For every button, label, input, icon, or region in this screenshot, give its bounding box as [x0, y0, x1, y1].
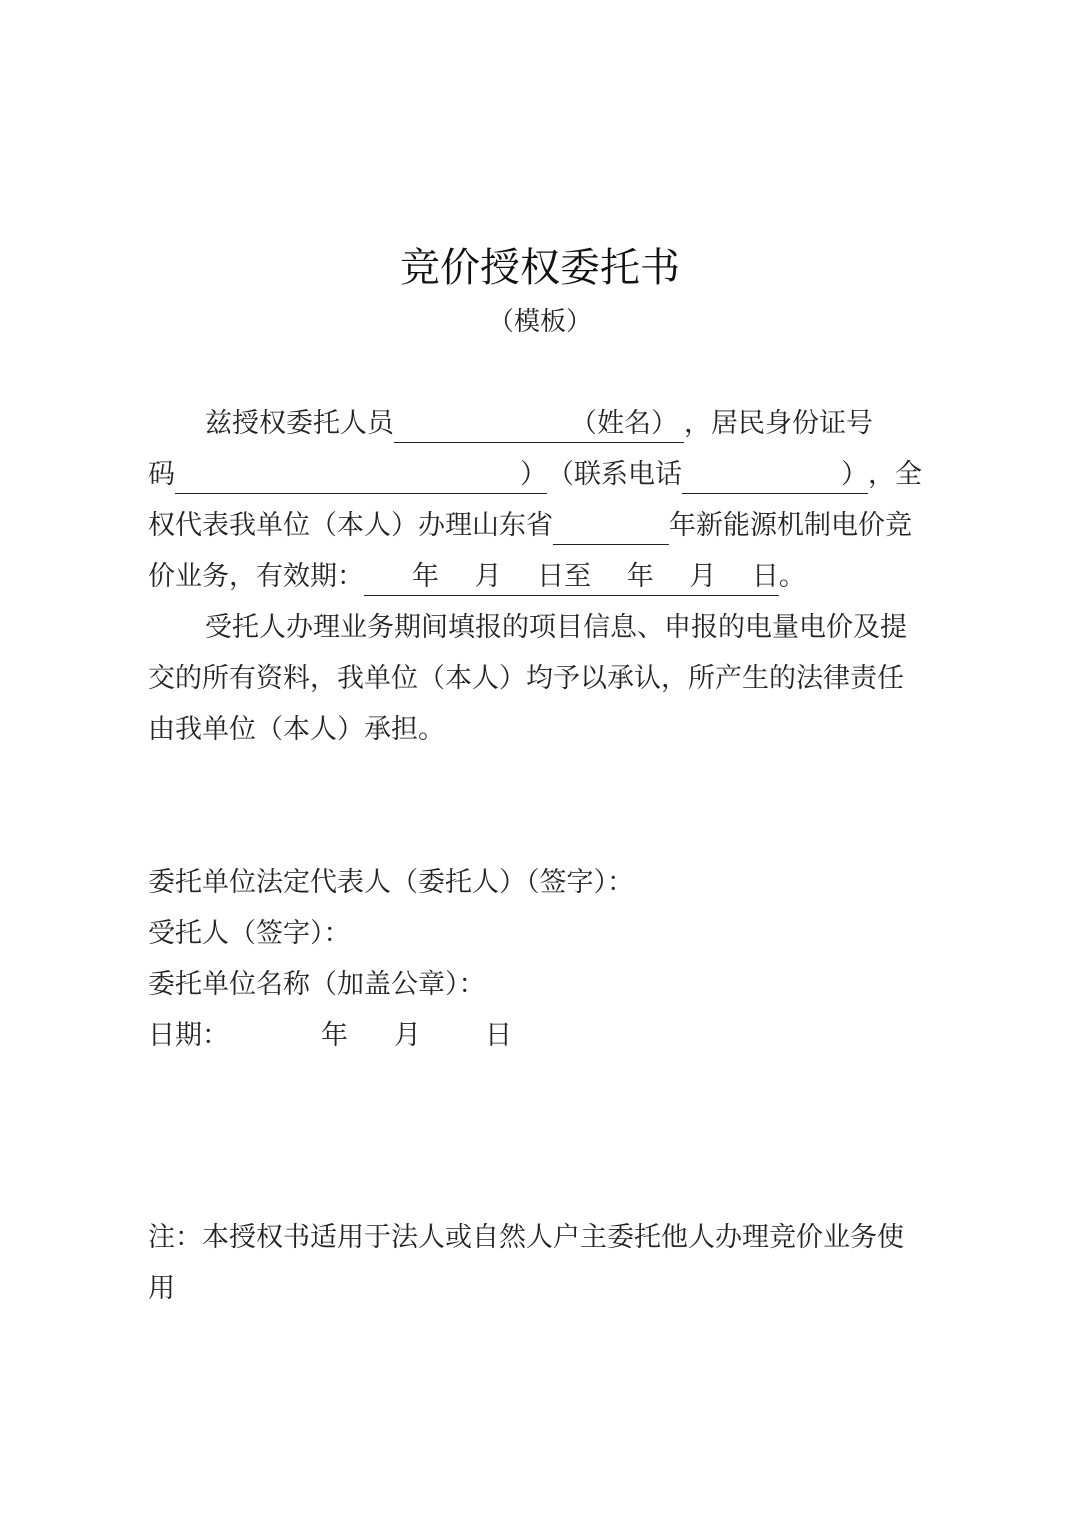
document-subtitle: （模板）	[487, 307, 592, 337]
principal-signature-line	[148, 857, 634, 908]
province-lead-text: 权代表我单位（本人）办理山东省	[148, 510, 553, 541]
para1-line3	[148, 500, 946, 551]
validity-period-mark: 。	[778, 561, 806, 592]
unit-seal-line	[148, 959, 486, 1010]
business-type-text: 年新能源机制电价竞	[669, 510, 912, 541]
note-line2-text: 用	[148, 1273, 175, 1304]
name-blank-label: （姓名）	[570, 408, 678, 439]
validity-date-field[interactable]	[364, 559, 779, 596]
date-label: 日期：	[148, 1020, 229, 1051]
para2-line1	[148, 602, 946, 653]
note-line2	[148, 1263, 946, 1314]
agent-signature-label: 受托人（签字）：	[148, 918, 351, 949]
date-line	[148, 1010, 512, 1061]
name-blank-field[interactable]	[394, 406, 684, 443]
para1-line4	[148, 551, 946, 602]
date-day-label: 日	[485, 1020, 512, 1051]
para1-line1	[148, 398, 946, 449]
authorize-lead-text: 兹授权委托人员	[205, 408, 394, 439]
date-month-label: 月	[394, 1020, 421, 1051]
id-number-lead-char: 码	[148, 459, 175, 490]
line2-tail-text: ，全	[868, 459, 922, 490]
phone-blank-field[interactable]	[682, 457, 868, 494]
note-line1	[148, 1212, 946, 1263]
unit-seal-label: 委托单位名称（加盖公章）：	[148, 969, 486, 1000]
para2-line2	[148, 653, 946, 704]
para2-line3-text: 由我单位（本人）承担。	[148, 714, 445, 745]
id-number-blank-field[interactable]	[175, 457, 547, 494]
phone-label: （联系电话	[547, 459, 682, 490]
id-number-close-paren: ）	[520, 459, 547, 490]
principal-signature-label: 委托单位法定代表人（委托人）（签字）：	[148, 867, 634, 898]
id-number-lead-text: ，居民身份证号	[684, 408, 873, 439]
agent-signature-line	[148, 908, 351, 959]
validity-date-text: 年 月 日至 年 月 日	[412, 561, 779, 592]
date-year-label: 年	[321, 1020, 348, 1051]
para1-line2	[148, 449, 946, 500]
year-blank-field[interactable]	[553, 508, 669, 545]
para2-line3	[148, 704, 946, 755]
para2-line2-text: 交的所有资料，我单位（本人）均予以承认，所产生的法律责任	[148, 663, 904, 694]
validity-lead-text: 价业务，有效期：	[148, 561, 364, 592]
document-title: 竞价授权委托书	[400, 245, 680, 291]
phone-close-paren: ）	[841, 459, 868, 490]
note-line1-text: 注：本授权书适用于法人或自然人户主委托他人办理竞价业务使	[148, 1222, 904, 1253]
para2-line1-text: 受托人办理业务期间填报的项目信息、申报的电量电价及提	[205, 612, 907, 643]
